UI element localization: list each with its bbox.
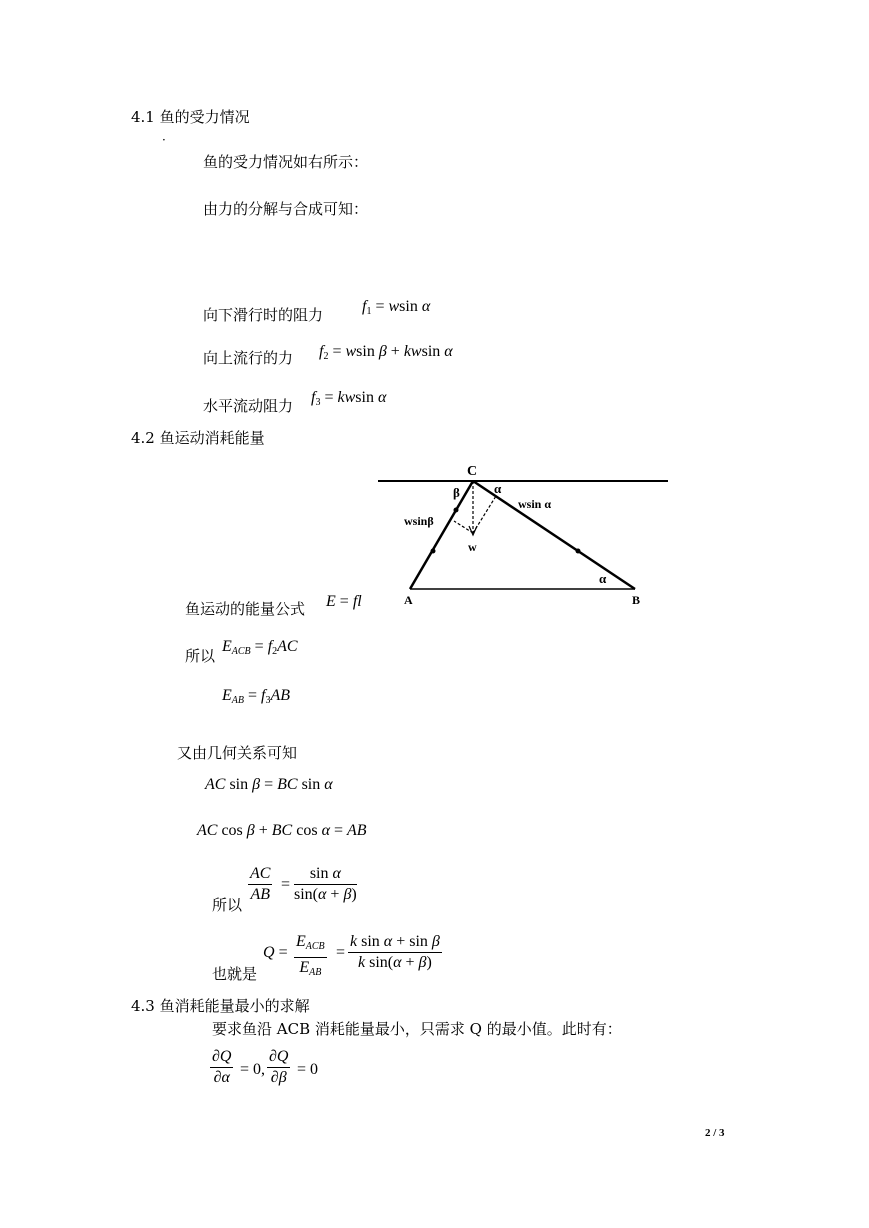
side-CA bbox=[410, 481, 473, 589]
dash-left bbox=[454, 521, 473, 533]
page-number: 2 / 3 bbox=[705, 1127, 725, 1139]
down-resistance-label: 向下滑行时的阻力 bbox=[203, 306, 324, 324]
so-label-1: 所以 bbox=[185, 647, 216, 665]
label-C: C bbox=[467, 464, 478, 479]
force-triangle-diagram bbox=[370, 455, 675, 610]
eq-sign-2: = bbox=[336, 944, 346, 961]
q-symbol: Q = bbox=[263, 944, 288, 961]
force-intro-text: 鱼的受力情况如右所示： bbox=[203, 153, 369, 171]
formula-energy: E = fl bbox=[326, 593, 362, 610]
energy-formula-label: 鱼运动的能量公式 bbox=[185, 600, 306, 618]
section-4-1-heading: 4.1 鱼的受力情况 bbox=[131, 108, 250, 126]
label-wsinb: wsinβ bbox=[404, 514, 434, 528]
frac-energy-ratio: $E_{ACB}$ $E_{AB}$ bbox=[296, 933, 325, 978]
label-A: A bbox=[404, 593, 413, 607]
formula-f3: $f_3 = kwsin$ α bbox=[311, 389, 387, 408]
frac-ac-ab: $\frac{AC}{AB}$ bbox=[250, 865, 271, 903]
up-force-label: 向上流行的力 bbox=[203, 349, 294, 367]
label-alpha-b: α bbox=[599, 571, 607, 586]
eq-zero-2: = 0 bbox=[297, 1061, 319, 1078]
force-compose-text: 由力的分解与合成可知： bbox=[203, 200, 369, 218]
label-B: B bbox=[632, 593, 641, 607]
formula-sine-relation: AC sin β = BC sin α bbox=[205, 776, 333, 793]
formula-eacb: $E_{ACB} = f_2AC$ bbox=[222, 638, 298, 657]
label-alpha-top: α bbox=[494, 481, 502, 496]
label-w: w bbox=[468, 540, 477, 554]
label-beta: β bbox=[453, 485, 460, 500]
frac-q-expression: $\frac{\text{k sin α + sin β}}{\text{k sin(α + β)}}$ bbox=[350, 933, 440, 971]
frac-dq-dbeta: $\frac{\partial Q}{\partial\beta}$ bbox=[269, 1048, 289, 1086]
that-is-label: 也就是 bbox=[212, 965, 258, 983]
bullet-dot: · bbox=[162, 133, 166, 147]
section-4-2-heading: 4.2 鱼运动消耗能量 bbox=[131, 429, 265, 447]
side-CB bbox=[473, 481, 635, 589]
label-wsina: wsin α bbox=[518, 497, 552, 511]
so-label-2: 所以 bbox=[212, 896, 243, 914]
formula-cos-relation: AC cos β + BC cos α = AB bbox=[197, 822, 367, 839]
eq-zero-1: = 0, bbox=[240, 1061, 266, 1078]
frac-dq-dalpha: $\frac{\partial Q}{\partial\alpha}$ bbox=[212, 1048, 232, 1086]
formula-eab: $E_{AB} = f_3AB$ bbox=[222, 687, 291, 706]
horizontal-resistance-label: 水平流动阻力 bbox=[203, 397, 294, 415]
minimum-condition-text: 要求鱼沿 ACB 消耗能量最小，只需求 Q 的最小值。此时有： bbox=[212, 1020, 622, 1038]
section-4-3-heading: 4.3 鱼消耗能量最小的求解 bbox=[131, 997, 310, 1015]
formula-f1: $f_1 = wsin$ α bbox=[362, 298, 431, 317]
eq-sign-1: = bbox=[281, 876, 291, 893]
geometry-label: 又由几何关系可知 bbox=[177, 744, 298, 762]
formula-f2: $f_2 = wsin$ β + kwsin α bbox=[319, 343, 453, 362]
frac-sin-ratio: $\frac{\text{sin α}}{\sin(\alpha + \beta)}$ bbox=[294, 865, 357, 903]
